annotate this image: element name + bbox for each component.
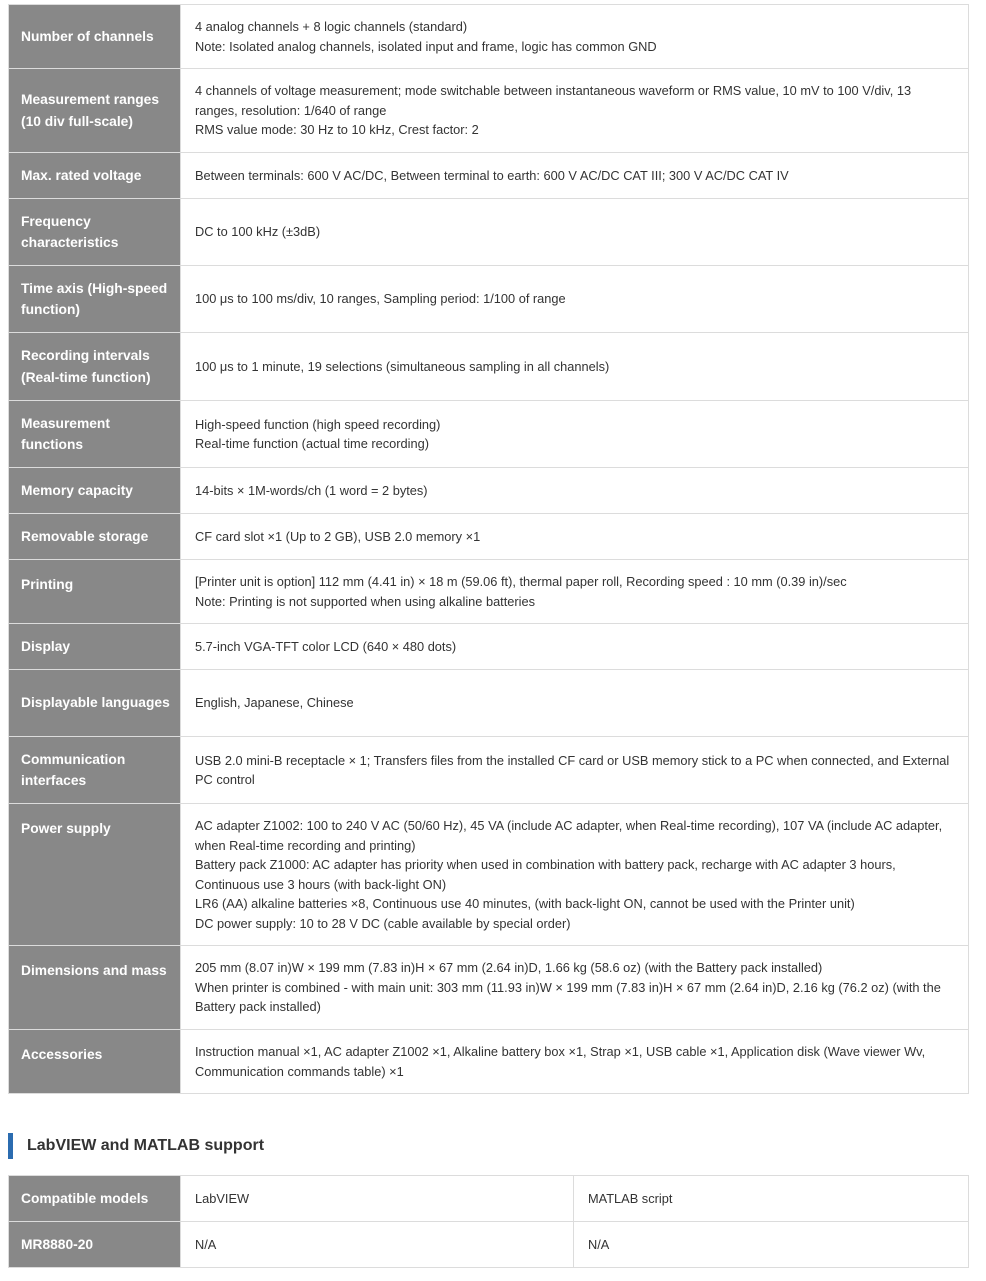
- spec-value-line: USB 2.0 mini-B receptacle × 1; Transfers files from the installed CF card or USB memory stick to a PC when connected, and External PC control: [195, 752, 950, 787]
- spec-value: [181, 199, 969, 266]
- spec-value: [181, 670, 969, 737]
- spec-value: [181, 560, 969, 624]
- spec-value-line: Note: Isolated analog channels, isolated input and frame, logic has common GND: [195, 38, 657, 54]
- spec-row: [9, 333, 969, 401]
- spec-row: [9, 514, 969, 560]
- spec-value-line: DC to 100 kHz (±3dB): [195, 224, 321, 240]
- spec-label: Time axis (High-speed function): [9, 266, 181, 333]
- model-label: MR8880-20: [9, 1222, 181, 1268]
- spec-row: [9, 266, 969, 333]
- spec-value-line: 4 analog channels + 8 logic channels (standard): [195, 19, 468, 34]
- spec-label: Printing: [9, 560, 181, 624]
- spec-value-line: RMS value mode: 30 Hz to 10 kHz, Crest factor: 2: [195, 122, 479, 138]
- spec-row: [9, 560, 969, 624]
- spec-value-line: AC adapter Z1002: 100 to 240 V AC (50/60 Hz), 45 VA (include AC adapter, when Real-time recording), 107 VA (include AC adapter, when Real-time recording and printing): [195, 818, 943, 853]
- spec-label: Dimensions and mass: [9, 946, 181, 1030]
- spec-row: [9, 737, 969, 804]
- spec-row: [9, 670, 969, 737]
- spec-value: [181, 1030, 969, 1094]
- spec-label: Display: [9, 624, 181, 670]
- support-header-row: [9, 1176, 969, 1222]
- matlab-header: MATLAB script: [574, 1176, 969, 1222]
- spec-row: [9, 5, 969, 69]
- spec-label: Communication interfaces: [9, 737, 181, 804]
- spec-value-line: [Printer unit is option] 112 mm (4.41 in) × 18 m (59.06 ft), thermal paper roll, Recording speed : 10 mm (0.39 in)/sec: [195, 574, 847, 589]
- labview-value: N/A: [181, 1222, 574, 1268]
- spec-table-container: [8, 4, 968, 1094]
- spec-value-line: 5.7-inch VGA-TFT color LCD (640 × 480 dots): [195, 638, 457, 654]
- spec-value-line: High-speed function (high speed recording): [195, 416, 441, 432]
- spec-value: [181, 69, 969, 153]
- spec-row: [9, 1030, 969, 1094]
- support-table: [8, 1175, 969, 1268]
- spec-value-line: 14-bits × 1M-words/ch (1 word = 2 bytes): [195, 482, 428, 498]
- spec-label: Recording intervals (Real-time function): [9, 333, 181, 401]
- spec-value-line: Instruction manual ×1, AC adapter Z1002 ×1, Alkaline battery box ×1, Strap ×1, USB cable ×1, Application disk (Wave viewer Wv, Communication commands table) ×1: [195, 1044, 926, 1079]
- spec-label: Memory capacity: [9, 468, 181, 514]
- spec-value-line: Battery pack Z1000: AC adapter has priority when used in combination with battery pack, recharge with AC adapter 3 hours, Continuous use 3 hours (with back-light ON): [195, 857, 896, 892]
- spec-value-line: Between terminals: 600 V AC/DC, Between terminal to earth: 600 V AC/DC CAT III; 300 V AC/DC CAT IV: [195, 167, 789, 183]
- spec-label: Measurement functions: [9, 401, 181, 468]
- spec-row: [9, 69, 969, 153]
- spec-label: Frequency characteristics: [9, 199, 181, 266]
- spec-value: [181, 514, 969, 560]
- spec-row: [9, 624, 969, 670]
- spec-value-line: English, Japanese, Chinese: [195, 695, 354, 711]
- spec-value: [181, 624, 969, 670]
- spec-value: [181, 5, 969, 69]
- spec-value: [181, 737, 969, 804]
- spec-label: Power supply: [9, 804, 181, 946]
- spec-value: [181, 266, 969, 333]
- section-title: LabVIEW and MATLAB support: [8, 1133, 264, 1159]
- spec-label: Number of channels: [9, 5, 181, 69]
- compatible-models-label: Compatible models: [9, 1176, 181, 1222]
- spec-value-line: 4 channels of voltage measurement; mode switchable between instantaneous waveform or RMS value, 10 mV to 100 V/div, 13 ranges, resolution: 1/640 of range: [195, 83, 912, 118]
- spec-value: [181, 804, 969, 946]
- support-model-row: [9, 1222, 969, 1268]
- spec-row: [9, 199, 969, 266]
- spec-value: [181, 153, 969, 199]
- spec-value-line: Real-time function (actual time recording): [195, 436, 429, 451]
- spec-row: [9, 468, 969, 514]
- spec-value: [181, 401, 969, 468]
- spec-value-line: When printer is combined - with main unit: 303 mm (11.93 in)W × 199 mm (7.83 in)H × 67 mm (2.64 in)D, 2.16 kg (76.2 oz) (with the Battery pack installed): [195, 979, 941, 1015]
- spec-row: [9, 804, 969, 946]
- spec-value: [181, 333, 969, 401]
- spec-label: Displayable languages: [9, 670, 181, 737]
- spec-value: [181, 468, 969, 514]
- spec-row: [9, 946, 969, 1030]
- spec-value-line: 100 μs to 1 minute, 19 selections (simultaneous sampling in all channels): [195, 358, 610, 374]
- labview-header: LabVIEW: [181, 1176, 574, 1222]
- spec-value-line: DC power supply: 10 to 28 V DC (cable available by special order): [195, 915, 571, 931]
- spec-value-line: LR6 (AA) alkaline batteries ×8, Continuous use 40 minutes, (with back-light ON, cannot be used with the Printer unit): [195, 896, 855, 911]
- matlab-value: N/A: [574, 1222, 969, 1268]
- spec-label: Measurement ranges (10 div full-scale): [9, 69, 181, 153]
- spec-value: [181, 946, 969, 1030]
- spec-value-line: CF card slot ×1 (Up to 2 GB), USB 2.0 memory ×1: [195, 528, 481, 544]
- spec-label: Max. rated voltage: [9, 153, 181, 199]
- spec-label: Removable storage: [9, 514, 181, 560]
- spec-value-line: 100 μs to 100 ms/div, 10 ranges, Sampling period: 1/100 of range: [195, 291, 566, 307]
- spec-value-line: 205 mm (8.07 in)W × 199 mm (7.83 in)H × 67 mm (2.64 in)D, 1.66 kg (58.6 oz) (with the Battery pack installed): [195, 960, 823, 976]
- spec-value-line: Note: Printing is not supported when using alkaline batteries: [195, 593, 536, 609]
- specifications-table: [8, 4, 969, 1094]
- support-table-container: [8, 1175, 968, 1268]
- spec-label: Accessories: [9, 1030, 181, 1094]
- spec-row: [9, 401, 969, 468]
- spec-row: [9, 153, 969, 199]
